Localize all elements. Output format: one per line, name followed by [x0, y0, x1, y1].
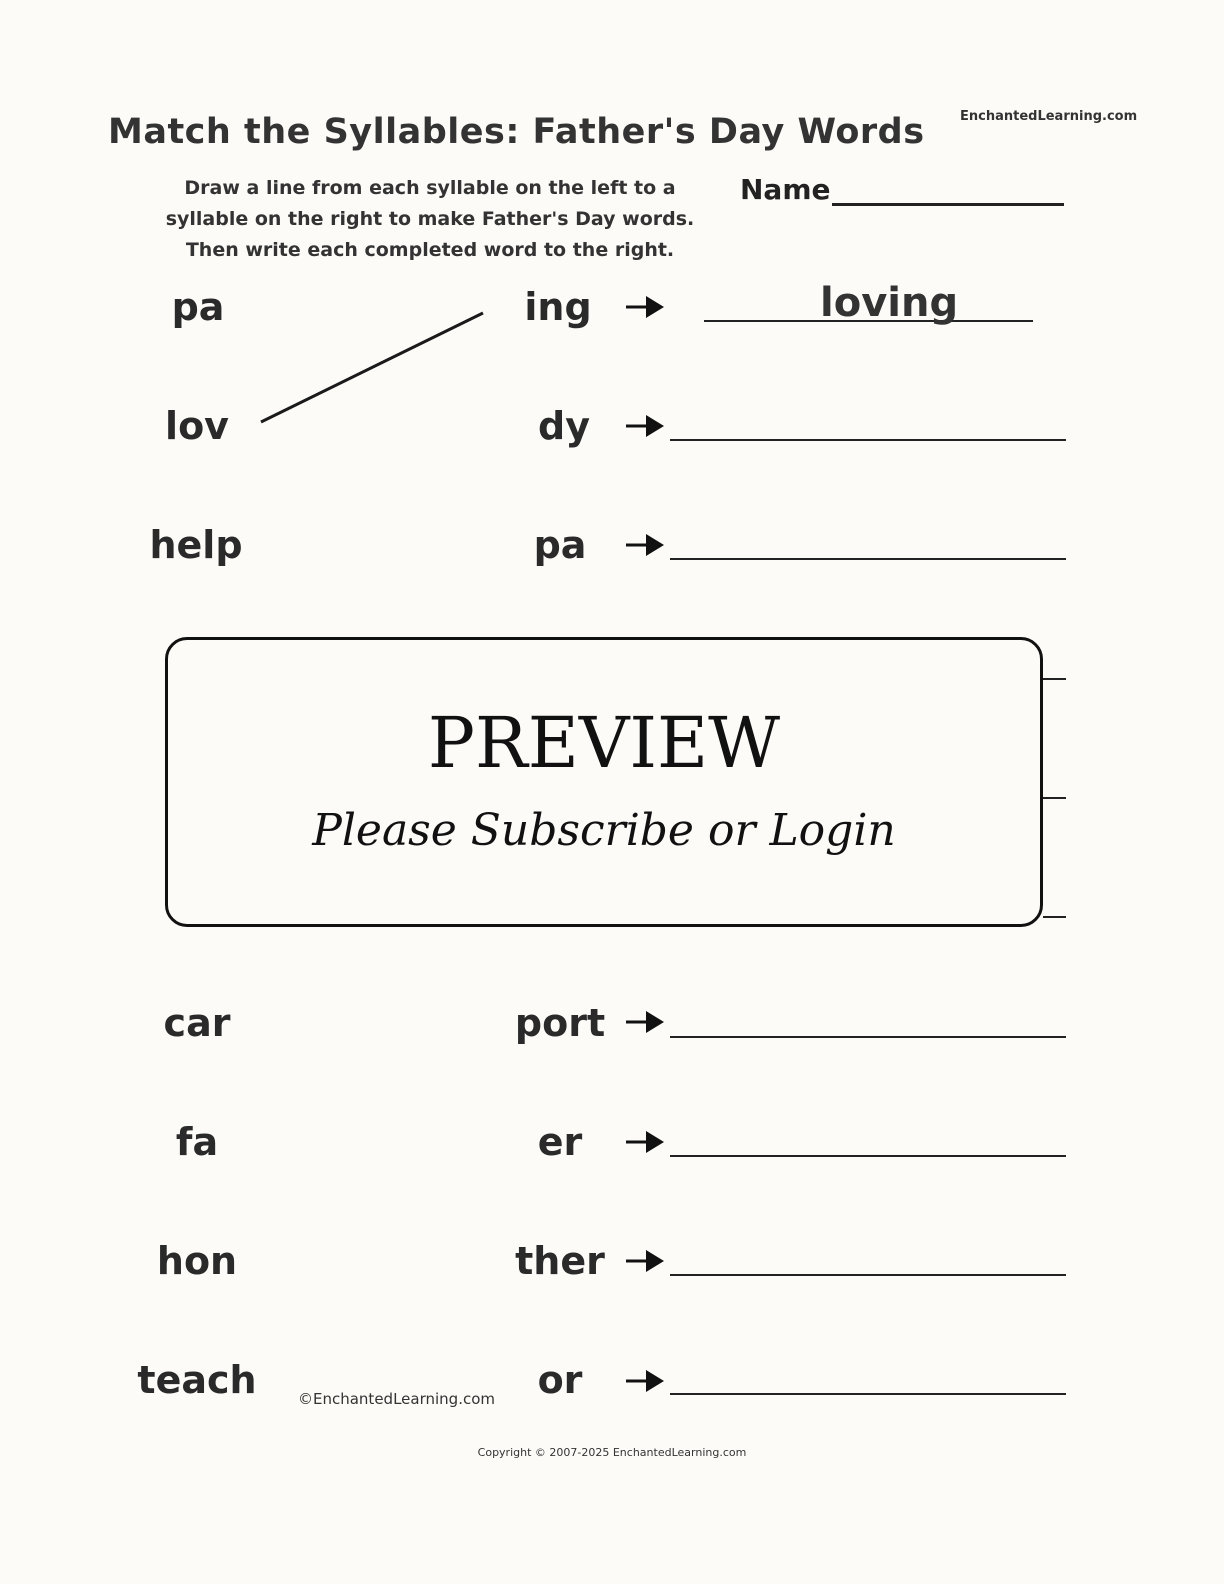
left-syllable: help	[149, 523, 243, 567]
instructions-line-3: Then write each completed word to the right.	[185, 239, 675, 261]
instructions	[140, 173, 720, 266]
left-syllable: lov	[165, 404, 229, 448]
answer-line	[1043, 916, 1066, 918]
left-syllable: pa	[171, 285, 225, 329]
arrow-right-icon	[624, 1369, 666, 1393]
example-answer: loving	[820, 280, 959, 326]
name-field-line[interactable]	[832, 203, 1064, 206]
watermark: ©EnchantedLearning.com	[298, 1390, 495, 1408]
left-syllable: fa	[175, 1120, 219, 1164]
right-syllable: port	[514, 1001, 606, 1045]
answer-line[interactable]	[670, 439, 1066, 441]
answer-line[interactable]	[670, 1036, 1066, 1038]
right-syllable: pa	[533, 523, 587, 567]
answer-line	[1043, 797, 1066, 799]
arrow-right-icon	[624, 1010, 666, 1034]
left-syllable: hon	[156, 1239, 238, 1283]
subscribe-login-prompt[interactable]: Please Subscribe or Login	[312, 805, 896, 856]
answer-line	[1043, 678, 1066, 680]
right-syllable: er	[537, 1120, 583, 1164]
arrow-right-icon	[624, 295, 666, 319]
arrow-right-icon	[624, 1249, 666, 1273]
right-syllable: ing	[524, 285, 592, 329]
arrow-right-icon	[624, 533, 666, 557]
site-name[interactable]: EnchantedLearning.com	[960, 109, 1138, 124]
name-label: Name	[740, 173, 831, 206]
arrow-right-icon	[624, 1130, 666, 1154]
left-syllable: car	[163, 1001, 231, 1045]
answer-line[interactable]	[670, 1274, 1066, 1276]
instructions-line-2: syllable on the right to make Father's Day words.	[165, 208, 695, 230]
example-match-line	[259, 310, 489, 426]
answer-line[interactable]	[670, 1393, 1066, 1395]
right-syllable: dy	[538, 404, 590, 448]
arrow-right-icon	[624, 414, 666, 438]
right-syllable: or	[537, 1358, 583, 1402]
instructions-line-1: Draw a line from each syllable on the left to a	[184, 177, 676, 199]
page-title: Match the Syllables: Father's Day Words	[108, 112, 925, 152]
answer-line[interactable]	[670, 558, 1066, 560]
right-syllable: ther	[515, 1239, 605, 1283]
copyright: Copyright © 2007-2025 EnchantedLearning.com	[477, 1446, 747, 1459]
preview-overlay[interactable]	[165, 637, 1043, 927]
left-syllable: teach	[137, 1358, 257, 1402]
preview-title: PREVIEW	[427, 702, 781, 784]
answer-line[interactable]	[670, 1155, 1066, 1157]
